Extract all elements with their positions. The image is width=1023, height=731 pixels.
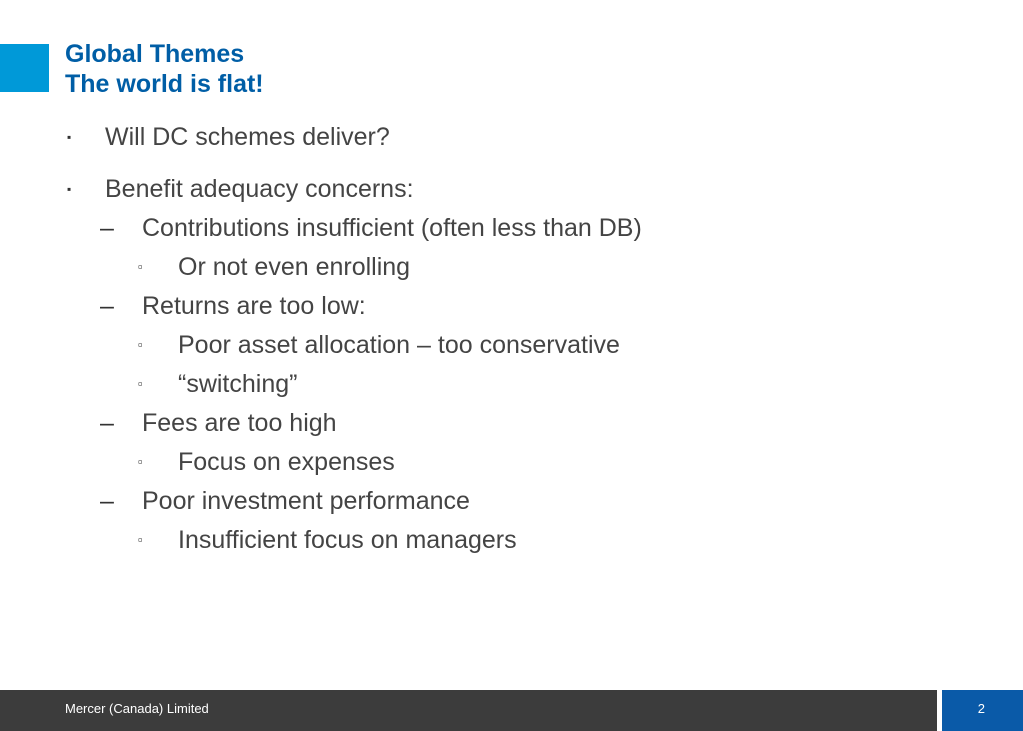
- sub-item-contributions: [100, 213, 642, 243]
- dash-bullet-icon: –: [100, 292, 114, 320]
- bullet-text: Benefit adequacy concerns:: [105, 175, 414, 203]
- square-bullet-icon: ▪: [67, 130, 72, 144]
- title-line-1: Global Themes: [65, 40, 245, 68]
- accent-block: [0, 44, 49, 92]
- sub-item-performance: [100, 486, 470, 516]
- slide-title: [65, 39, 264, 99]
- footer-bar: [0, 690, 937, 731]
- page-number-box: [942, 690, 1023, 731]
- sub-sub-item-text: Insufficient focus on managers: [178, 526, 517, 554]
- hollow-square-bullet-icon: ▫: [138, 337, 143, 352]
- page-number: 2: [977, 701, 985, 716]
- hollow-square-bullet-icon: ▫: [138, 454, 143, 469]
- sub-item-text: Poor investment performance: [142, 487, 470, 515]
- square-bullet-icon: ▪: [67, 182, 72, 196]
- bullet-text: Will DC schemes deliver?: [105, 123, 390, 151]
- dash-bullet-icon: –: [100, 214, 114, 242]
- sub-sub-item-text: Or not even enrolling: [178, 253, 411, 281]
- bullet-item-benefit-adequacy: [67, 174, 414, 204]
- hollow-square-bullet-icon: ▫: [138, 259, 143, 274]
- sub-sub-item-expenses: [138, 447, 395, 477]
- title-line-2: The world is flat!: [65, 70, 264, 98]
- sub-sub-item-text: “switching”: [178, 370, 298, 398]
- hollow-square-bullet-icon: ▫: [138, 532, 143, 547]
- sub-sub-item-text: Poor asset allocation – too conservative: [178, 331, 620, 359]
- dash-bullet-icon: –: [100, 487, 114, 515]
- sub-sub-item-asset-allocation: [138, 330, 620, 360]
- sub-sub-item-managers: [138, 525, 517, 555]
- sub-item-text: Returns are too low:: [142, 292, 366, 320]
- footer-company: Mercer (Canada) Limited: [65, 701, 209, 716]
- sub-sub-item-text: Focus on expenses: [178, 448, 395, 476]
- sub-sub-item-enrolling: [138, 252, 411, 282]
- sub-item-text: Fees are too high: [142, 409, 337, 437]
- hollow-square-bullet-icon: ▫: [138, 376, 143, 391]
- dash-bullet-icon: –: [100, 409, 114, 437]
- sub-item-returns: [100, 291, 366, 321]
- sub-item-text: Contributions insufficient (often less than DB): [142, 214, 642, 242]
- bullet-item-dc-delivery: [67, 122, 390, 152]
- sub-item-fees: [100, 408, 337, 438]
- sub-sub-item-switching: [138, 369, 298, 399]
